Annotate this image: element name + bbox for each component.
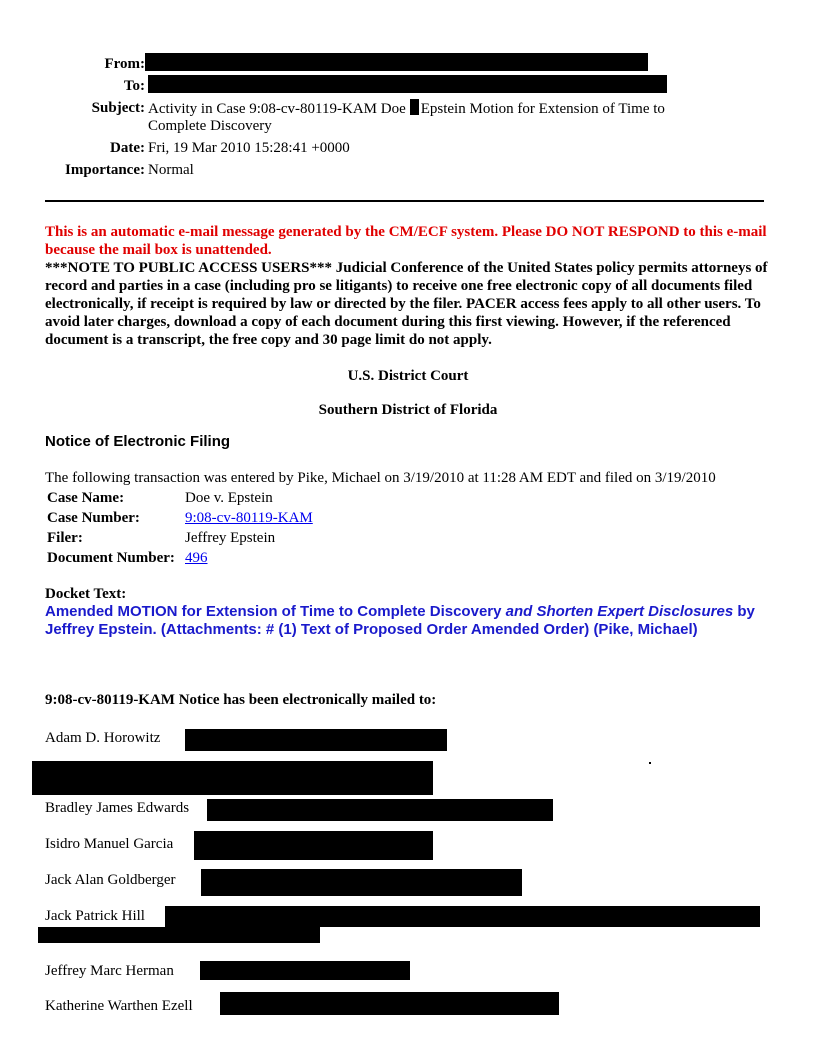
redaction-speck — [649, 762, 651, 764]
nef-heading: Notice of Electronic Filing — [45, 433, 231, 450]
recipient-redaction — [32, 761, 433, 795]
filer-label: Filer: — [47, 530, 83, 546]
date-value: Fri, 19 Mar 2010 15:28:41 +0000 — [148, 140, 350, 156]
docket-text-label: Docket Text: — [45, 586, 127, 602]
recipient-redaction — [207, 799, 553, 821]
filer-value: Jeffrey Epstein — [185, 530, 276, 546]
recipient-redaction — [38, 927, 320, 943]
subject-line-1 — [148, 99, 665, 118]
auto-email-warning: This is an automatic e-mail message generated by the CM/ECF system. Please DO NOT RESPOND to this e-mail because the mail box is unattended. — [45, 224, 767, 258]
recipient-name: Jeffrey Marc Herman — [45, 963, 174, 979]
subject-line-2: Complete Discovery — [148, 118, 272, 134]
recipient-redaction — [200, 961, 410, 980]
recipient-redaction — [220, 992, 559, 1015]
recipient-name: Katherine Warthen Ezell — [45, 998, 193, 1014]
to-label: To: — [123, 78, 145, 94]
case-name-value: Doe v. Epstein — [185, 490, 273, 506]
docket-text-main: Amended MOTION for Extension of Time to Complete Discovery — [45, 603, 506, 620]
docket-text-rest: by Jeffrey Epstein. (Attachments: # (1) Text of Proposed Order Amended Order) (Pike, Michael) — [45, 603, 755, 638]
recipient-name: Adam D. Horowitz — [45, 730, 161, 746]
public-access-note: ***NOTE TO PUBLIC ACCESS USERS*** Judicial Conference of the United States policy permits attorneys of record and parties in a case (including pro se litigants) to receive one free electronic copy of all documents filed electronically, if receipt is required by law or directed by the filer. PACER access fees apply to all other users. To avoid later charges, download a copy of each document during this first viewing. However, if the referenced document is a transcript, the free copy and 30 page limit do not apply. — [45, 260, 768, 348]
docket-text-italic: and Shorten Expert Disclosures — [505, 603, 734, 620]
mailed-heading: 9:08-cv-80119-KAM Notice has been electronically mailed to: — [45, 692, 437, 708]
recipient-redaction — [185, 729, 447, 751]
document-number-link[interactable]: 496 — [185, 550, 208, 566]
subject-text-b: Epstein Motion for Extension of Time to — [420, 101, 665, 117]
case-name-label: Case Name: — [47, 490, 125, 506]
recipient-name: Jack Patrick Hill — [45, 908, 145, 924]
from-label: From: — [104, 56, 145, 72]
docket-text — [45, 603, 775, 639]
from-redaction — [145, 53, 648, 71]
transaction-text: The following transaction was entered by Pike, Michael on 3/19/2010 at 11:28 AM EDT and filed on 3/19/2010 — [45, 470, 716, 486]
subject-redaction — [410, 99, 419, 115]
importance-value: Normal — [148, 162, 194, 178]
case-number-label: Case Number: — [47, 510, 140, 526]
recipient-redaction — [201, 869, 522, 896]
subject-text-a: Activity in Case 9:08-cv-80119-KAM Doe — [148, 101, 406, 117]
recipient-name: Isidro Manuel Garcia — [45, 836, 174, 852]
document-number-label: Document Number: — [47, 550, 175, 566]
recipient-redaction — [165, 906, 760, 927]
recipient-redaction — [194, 831, 433, 860]
to-redaction — [148, 75, 667, 93]
district-name: Southern District of Florida — [318, 402, 498, 418]
court-name: U.S. District Court — [347, 368, 469, 384]
subject-label: Subject: — [91, 100, 145, 116]
recipient-name: Jack Alan Goldberger — [45, 872, 176, 888]
importance-label: Importance: — [65, 162, 145, 178]
recipient-name: Bradley James Edwards — [45, 800, 190, 816]
date-label: Date: — [110, 140, 145, 156]
case-number-link[interactable]: 9:08-cv-80119-KAM — [185, 510, 313, 526]
header-divider — [45, 200, 764, 202]
